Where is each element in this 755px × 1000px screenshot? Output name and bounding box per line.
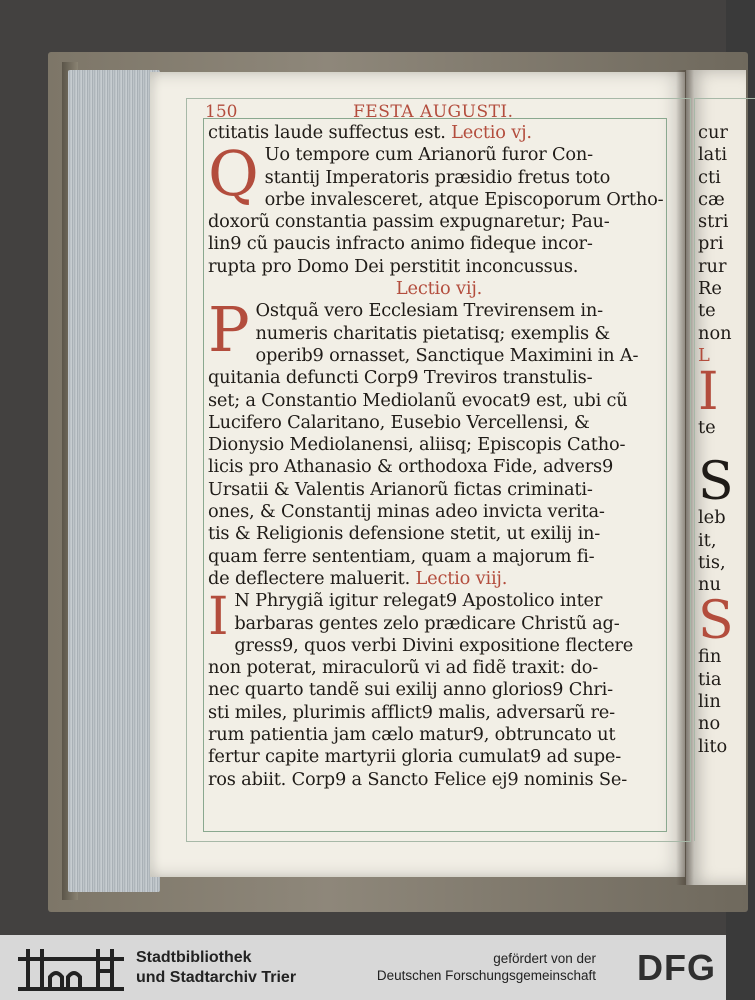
drop-cap: Q bbox=[208, 137, 259, 211]
text-line: nec quarto tandẽ sui exilij anno glorios9 Chri- bbox=[208, 679, 613, 701]
library-name bbox=[136, 948, 296, 988]
rp-initial-s: S bbox=[698, 452, 734, 513]
text-line: Dionysio Mediolanensi, aliisq; Episcopis Catho- bbox=[208, 434, 626, 456]
text-line: rum patientia jam cælo matur9, obtruncato ut bbox=[208, 724, 616, 746]
text-line: Ostquã vero Ecclesiam Trevirensem in- bbox=[255, 300, 603, 322]
text-line: set; a Constantio Mediolanũ evocat9 est, ubi cũ bbox=[208, 389, 628, 411]
rp-line: non bbox=[698, 322, 732, 344]
rp-line: Re bbox=[698, 278, 722, 300]
text-line bbox=[208, 122, 670, 144]
text-line: non poterat, miraculorũ vi ad fidẽ traxit: do- bbox=[208, 657, 599, 679]
footer-banner bbox=[0, 935, 726, 1000]
text-line: quam ferre sententiam, quam a majorum fi- bbox=[208, 545, 595, 567]
rp-line: lati bbox=[698, 144, 728, 166]
rp-line: stri bbox=[698, 211, 729, 233]
main-text bbox=[208, 122, 670, 791]
text-line: Ursatii & Valentis Arianorũ fictas criminati- bbox=[208, 478, 593, 500]
library-name-line1: Stadtbibliothek bbox=[136, 949, 252, 966]
rp-line: rur bbox=[698, 255, 727, 277]
rp-initial-i: I bbox=[698, 361, 719, 422]
text-line bbox=[208, 568, 670, 590]
text-line: ros abiit. Corp9 a Sancto Felice ej9 nominis Se- bbox=[208, 768, 628, 790]
lectio-heading: Lectio viij. bbox=[415, 567, 508, 589]
text-line: numeris charitatis pietatisq; exemplis & bbox=[255, 322, 610, 344]
rp-line: pri bbox=[698, 233, 724, 255]
rp-line: tis, bbox=[698, 551, 726, 573]
paragraph-lectio-vi bbox=[208, 137, 670, 278]
lectio-heading: Lectio vij. bbox=[395, 278, 483, 300]
paragraph-lectio-vii bbox=[208, 293, 670, 590]
rp-line: no bbox=[698, 713, 721, 735]
rp-line: cæ bbox=[698, 188, 725, 210]
drop-cap: P bbox=[208, 293, 250, 367]
running-title: FESTA AUGUSTI. bbox=[353, 102, 514, 122]
text-fragment: de deflectere maluerit. bbox=[208, 567, 411, 589]
text-line: fertur capite martyrii gloria cumulat9 ad supe- bbox=[208, 746, 622, 768]
text-line: lin9 cũ paucis infracto animo fideque incor- bbox=[208, 233, 593, 255]
funding-line2: Deutschen Forschungsgemeinschaft bbox=[376, 968, 596, 983]
right-page bbox=[686, 70, 746, 885]
lectio-heading: Lectio vj. bbox=[451, 122, 532, 143]
rp-line: te bbox=[698, 416, 716, 438]
text-line: licis pro Athanasio & orthodoxa Fide, advers9 bbox=[208, 456, 614, 478]
text-line: tis & Religionis defensione stetit, ut exilij in- bbox=[208, 523, 601, 545]
text-fragment: ctitatis laude suffectus est. bbox=[208, 122, 446, 143]
right-page-text bbox=[698, 122, 734, 758]
text-line: ones, & Constantij minas adeo invicta verita- bbox=[208, 501, 605, 523]
text-line: operib9 ornasset, Sanctique Maximini in A- bbox=[255, 344, 639, 366]
rp-line: nu bbox=[698, 574, 721, 596]
text-line: N Phrygiã igitur relegat9 Apostolico inter bbox=[234, 590, 603, 612]
library-logo-icon bbox=[16, 943, 126, 993]
rp-line: cur bbox=[698, 122, 728, 143]
funding-note bbox=[377, 950, 596, 984]
rp-line: it, bbox=[698, 529, 717, 551]
text-line: stantij Imperatoris præsidio fretus toto bbox=[264, 166, 611, 188]
text-line: gress9, quos verbi Divini expositione flectere bbox=[234, 634, 634, 656]
text-line: barbaras gentes zelo prædicare Christũ ag- bbox=[234, 612, 620, 634]
page-fore-edge bbox=[68, 70, 160, 892]
page-number: 150 bbox=[205, 102, 238, 122]
text-line: quitania defuncti Corp9 Treviros transtulis- bbox=[208, 367, 593, 389]
rp-initial-s-red: S bbox=[698, 591, 734, 652]
text-line: rupta pro Domo Dei perstitit inconcussus. bbox=[208, 255, 579, 277]
text-line: sti miles, plurimis afflict9 malis, adversarũ re- bbox=[208, 701, 615, 723]
rp-line: leb bbox=[698, 507, 726, 529]
rp-line: fin bbox=[698, 646, 722, 668]
text-line: Lucifero Calaritano, Eusebio Vercellensi, & bbox=[208, 411, 590, 433]
rp-line: te bbox=[698, 300, 716, 322]
text-line: doxorũ constantia passim expugnaretur; Pau- bbox=[208, 211, 610, 233]
text-line: Uo tempore cum Arianorũ furor Con- bbox=[264, 144, 593, 166]
dfg-logo: DFG bbox=[637, 947, 716, 988]
rp-line: lin bbox=[698, 691, 721, 713]
drop-cap: I bbox=[208, 587, 229, 648]
rp-line: lito bbox=[698, 735, 728, 757]
page-header bbox=[205, 102, 665, 124]
rp-line: cti bbox=[698, 166, 721, 188]
text-line: orbe invalesceret, atque Episcoporum Ortho- bbox=[264, 188, 664, 210]
funding-line1: gefördert von der bbox=[493, 951, 596, 966]
library-name-line2: und Stadtarchiv Trier bbox=[136, 969, 297, 986]
rp-red-fragment: L bbox=[698, 344, 710, 366]
rp-line: tia bbox=[698, 668, 722, 690]
paragraph-lectio-viii bbox=[208, 587, 670, 791]
